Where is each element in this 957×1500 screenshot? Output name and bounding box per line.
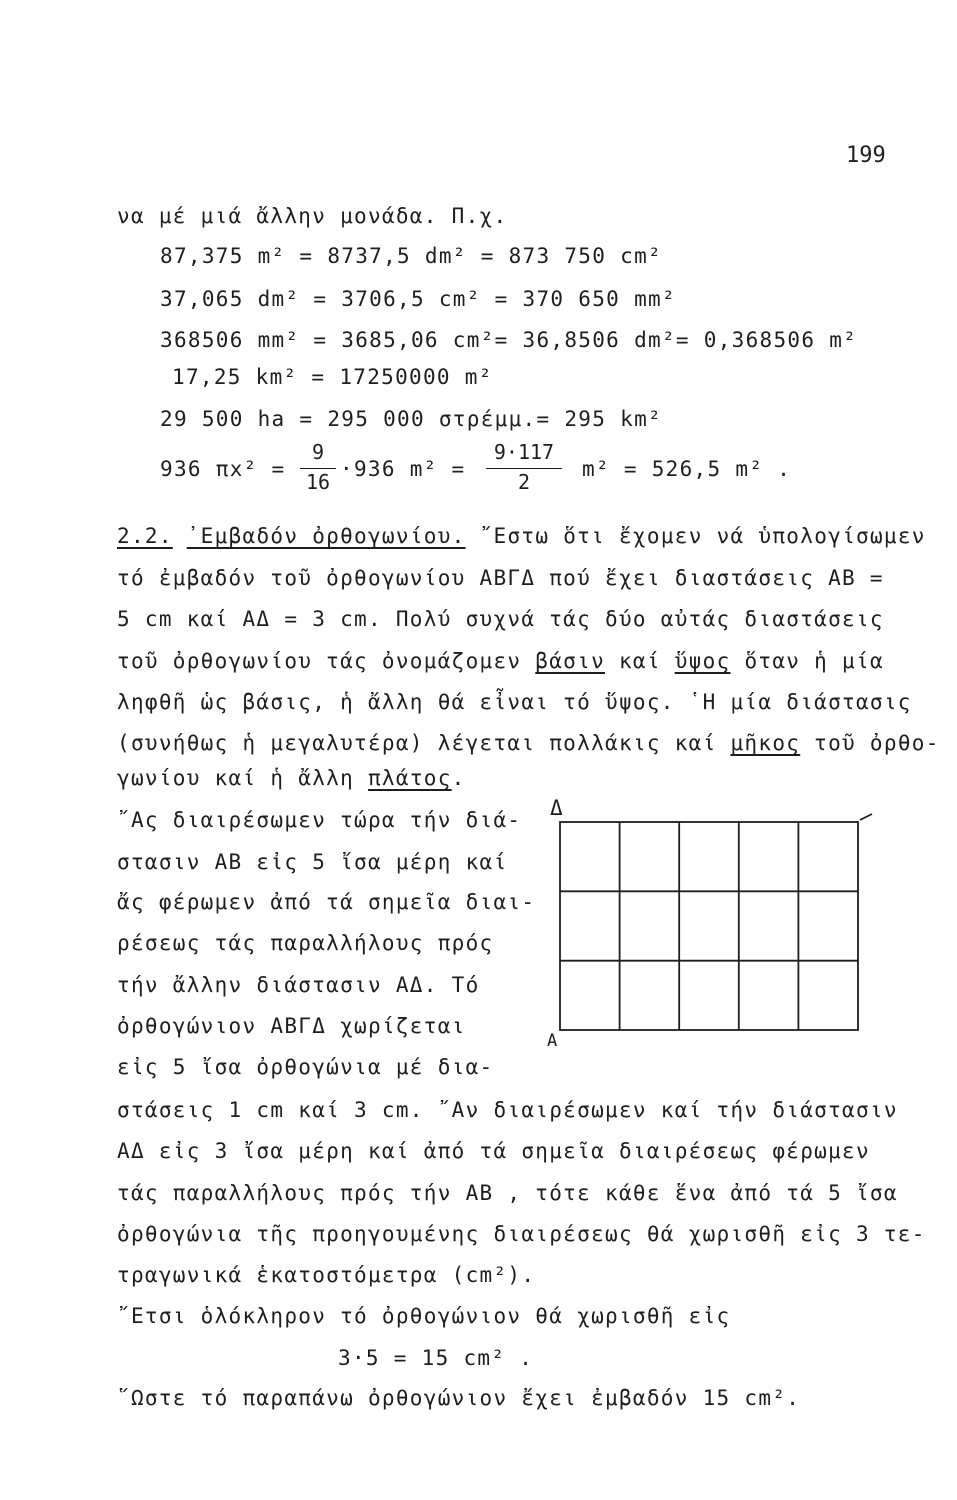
fraction-numerator: 9 [311,440,325,464]
conversion-line: 87,375 m² = 8737,5 dm² = 873 750 cm² [160,244,662,268]
page-number: 199 [846,143,886,168]
wrap-line: ἄς φέρωμεν ἀπό τά σημεῖα διαι- [117,890,536,914]
conclusion: ῞Ωστε τό παραπάνω ὀρθογώνιον ἔχει ἐμβαδόν 15 cm². [117,1386,801,1410]
text: (συνήθως ἡ μεγαλυτέρα) λέγεται πολλάκις καί [117,731,731,755]
text: . [451,766,466,790]
section-text: ῎Εστω ὅτι ἔχομεν νά ὑπολογίσωμεν [479,524,926,548]
section-line: τό ἐμβαδόν τοῦ ὀρθογωνίου ΑΒΓΔ πού ἔχει διαστάσεις ΑΒ = [117,566,884,590]
term-length: μῆκος [730,731,801,755]
rectangle-grid-figure [548,800,878,1040]
figure-label-alpha: Α [547,1031,558,1051]
wrap-line: τήν ἄλλην διάστασιν ΑΔ. Τό [117,973,480,997]
conversion-line: 17,25 km² = 17250000 m² [172,365,493,389]
conversion-line: 368506 mm² = 3685,06 cm²= 36,8506 dm²= 0,368506 m² [160,328,858,352]
fraction-9-16 [300,440,336,494]
section-line [117,648,884,674]
wrap-line: στασιν ΑΒ εἰς 5 ἴσα μέρη καί [117,850,508,874]
body-line: ῎Ετσι ὁλόκληρον τό ὀρθογώνιον θά χωρισθῆ εἰς [117,1304,731,1328]
text: τοῦ ὀρθογωνίου τάς ὀνομάζομεν [117,649,536,673]
conversion-fraction-mid: ·936 m² = [340,457,466,481]
section-line: ληφθῆ ὡς βάσις, ἡ ἄλλη θά εἶναι τό ὕψος. ῾Η μία διάστασις [117,690,912,714]
text: καί [605,649,675,673]
body-line: τάς παραλλήλους πρός τήν ΑΒ , τότε κάθε ἕνα ἀπό τά 5 ἴσα [117,1181,898,1205]
body-line: στάσεις 1 cm καί 3 cm. ῎Αν διαιρέσωμεν καί τήν διάστασιν [117,1098,898,1122]
fraction-bar [300,468,336,469]
conversion-fraction-lhs: 936 πх² = [160,457,286,481]
section-line: 5 cm καί ΑΔ = 3 cm. Πολύ συχνά τάς δύο αὐτάς διαστάσεις [117,607,884,631]
body-line: ΑΔ εἰς 3 ἴσα μέρη καί ἀπό τά σημεῖα διαιρέσεως φέρωμεν [117,1139,870,1163]
body-line: ὀρθογώνια τῆς προηγουμένης διαιρέσεως θά χωρισθῆ εἰς 3 τε- [117,1222,926,1246]
term-height: ὕψος [674,649,731,673]
fraction-numerator: 9·117 [493,440,555,464]
equation: 3·5 = 15 cm² . [338,1346,534,1370]
wrap-line: εἰς 5 ἴσα ὀρθογώνια μέ δια- [117,1055,494,1079]
conversion-line: 37,065 dm² = 3706,5 cm² = 370 650 mm² [160,287,676,311]
section-line [117,730,940,756]
wrap-line: ρέσεως τάς παραλλήλους πρός [117,931,494,955]
section-number: 2.2. [117,524,173,548]
text: τοῦ ὀρθο- [800,731,940,755]
body-line: τραγωνικά ἑκατοστόμετρα (cm²). [117,1263,536,1287]
conversions-intro: να μέ μιά ἄλλην μονάδα. Π.χ. [117,204,508,228]
section-heading: ᾿Εμβαδόν ὀρθογωνίου. [186,524,466,548]
fraction-bar [486,468,562,469]
conversion-line: 29 500 ha = 295 000 στρέμμ.= 295 km² [160,407,662,431]
fraction-denominator: 2 [517,470,531,494]
term-basis: βάσιν [535,649,606,673]
text: ὅταν ἡ μία [730,649,884,673]
wrap-line: ὀρθογώνιον ΑΒΓΔ χωρίζεται [117,1014,466,1038]
fraction-denominator: 16 [305,470,331,494]
conversion-fraction-rhs: m² = 526,5 m² . [582,457,792,481]
text: γωνίου καί ἡ ἄλλη [117,766,368,790]
wrap-line: ῎Ας διαιρέσωμεν τώρα τήν διά- [117,808,522,832]
rectangle-outline [560,822,858,1030]
section-line [117,765,466,791]
fraction-9x117-2 [486,440,562,494]
figure-label-delta: Δ [550,796,563,820]
section-line-1 [117,523,926,549]
corner-mark [860,814,872,820]
term-width: πλάτος [367,766,452,790]
